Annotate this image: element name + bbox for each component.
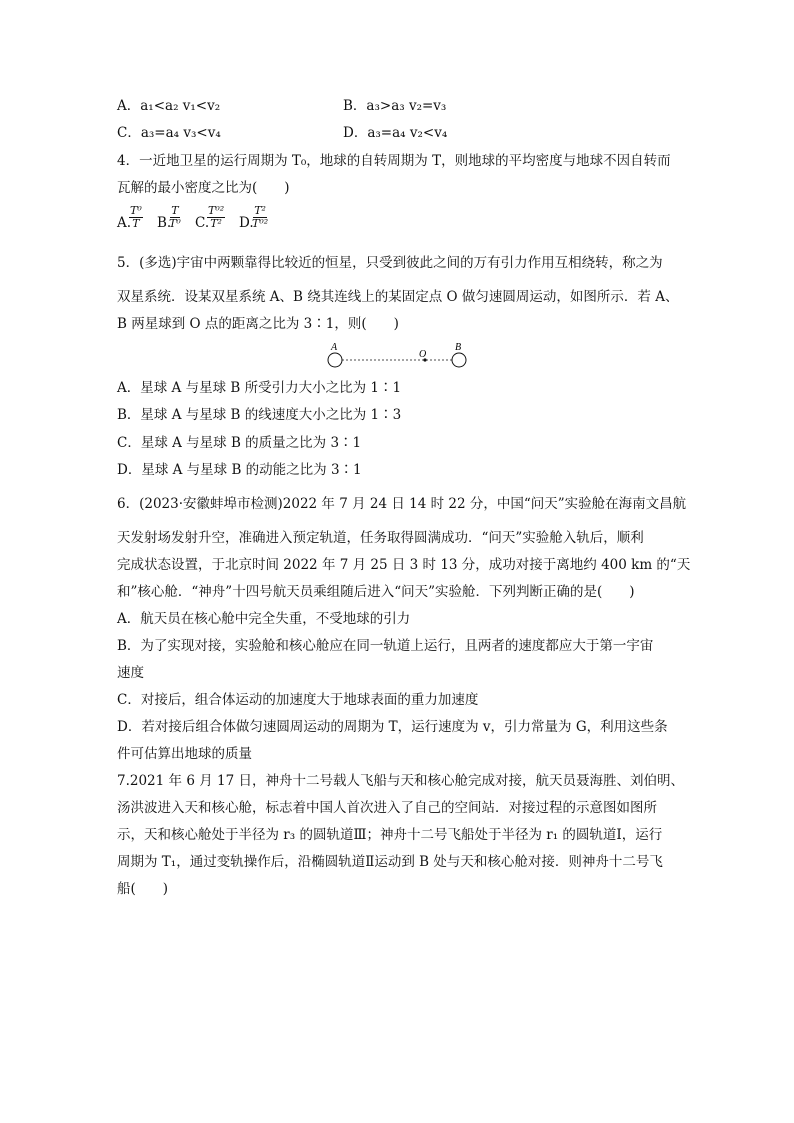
q6-option-c: C．对接后，组合体运动的加速度大于地球表面的重力加速度: [117, 692, 479, 708]
q6-option-d-line1: D．若对接后组合体做匀速圆周运动的周期为 T，运行速度为 v，引力常量为 G，利用这些条: [117, 719, 668, 735]
q4-option-d-denominator: T⁰²: [252, 217, 269, 230]
q4-option-a-denominator: T: [132, 217, 140, 230]
q5-option-c: C．星球 A 与星球 B 的质量之比为 3∶1: [117, 435, 362, 451]
q4-option-b-denominator: T⁰: [169, 217, 181, 230]
q4-stem-line2: 瓦解的最小密度之比为( ): [117, 180, 290, 196]
q7-stem-line3: 示，天和核心舱处于半径为 r₃ 的圆轨道Ⅲ；神舟十二号飞船处于半径为 r₁ 的圆轨道Ⅰ，运行: [117, 827, 663, 843]
q4-stem-line1: 4．一近地卫星的运行周期为 T₀，地球的自转周期为 T，则地球的平均密度与地球不因自转而: [117, 153, 671, 169]
q4-option-b-numerator: T: [171, 204, 179, 217]
q4-option-d-label: D.: [239, 215, 254, 231]
q5-stem-line3: B 两星球到 O 点的距离之比为 3∶1，则( ): [117, 316, 399, 332]
q4-option-b-fraction: [169, 205, 181, 230]
q7-stem-line1: 7.2021 年 6 月 17 日，神舟十二号载人飞船与天和核心舱完成对接，航天员聂海胜、刘伯明、: [117, 773, 684, 789]
q4-option-d-fraction: [252, 205, 268, 230]
q6-option-a: A．航天员在核心舱中完全失重，不受地球的引力: [117, 611, 411, 627]
q4-option-c-label: C.: [195, 215, 210, 231]
q4-option-c-denominator: T²: [210, 217, 222, 230]
q6-stem-line1: 6．(2023·安徽蚌埠市检测)2022 年 7 月 24 日 14 时 22 分，中国“问天”实验舱在海南文昌航: [117, 496, 687, 512]
q5-stem-line1: 5．(多选)宇宙中两颗靠得比较近的恒星，只受到彼此之间的万有引力作用互相绕转，称之为: [117, 255, 663, 271]
q3-option-d: D．a₃=a₄ v₂<v₄: [343, 125, 448, 141]
q5-stem-line2: 双星系统．设某双星系统 A、B 绕其连线上的某固定点 O 做匀速圆周运动，如图所示．若 A、: [117, 289, 679, 305]
q6-option-b-line1: B．为了实现对接，实验舱和核心舱应在同一轨道上运行，且两者的速度都应大于第一宇宙: [117, 638, 654, 654]
label-b: B: [455, 342, 462, 353]
q3-option-a: A．a₁<a₂ v₁<v₂: [117, 98, 221, 114]
q6-stem-line4: 和”核心舱．“神舟”十四号航天员乘组随后进入“问天”实验舱．下列判断正确的是( ): [117, 584, 635, 600]
q4-option-a-fraction: [129, 205, 143, 230]
q4-option-d-numerator: T²: [254, 204, 266, 217]
star-b-circle: [452, 353, 466, 367]
q4-option-a-numerator: T⁰: [130, 204, 142, 217]
q6-option-b-line2: 速度: [117, 665, 144, 681]
binary-star-figure: [325, 342, 475, 370]
q6-stem-line3: 完成状态设置，于北京时间 2022 年 7 月 25 日 3 时 13 分，成功对接于离地约 400 km 的“天: [117, 557, 691, 573]
q5-option-a: A．星球 A 与星球 B 所受引力大小之比为 1∶1: [117, 380, 402, 396]
q6-stem-line2: 天发射场发射升空，准确进入预定轨道，任务取得圆满成功．“问天”实验舱入轨后，顺利: [117, 530, 644, 546]
q3-option-c: C．a₃=a₄ v₃<v₄: [117, 125, 221, 141]
label-o: O: [419, 349, 427, 360]
q4-option-a-label: A.: [117, 215, 132, 231]
q4-option-c-fraction: [207, 205, 225, 230]
q7-stem-line5: 船( ): [117, 881, 169, 897]
star-a-circle: [328, 353, 342, 367]
binary-star-diagram: [325, 342, 475, 374]
q6-option-d-line2: 件可估算出地球的质量: [117, 746, 252, 762]
q3-option-b: B．a₃>a₃ v₂=v₃: [343, 98, 447, 114]
q5-option-d: D．星球 A 与星球 B 的动能之比为 3∶1: [117, 462, 362, 478]
q7-stem-line4: 周期为 T₁，通过变轨操作后，沿椭圆轨道Ⅱ运动到 B 处与天和核心舱对接．则神舟十二号飞: [117, 854, 663, 870]
label-a: A: [331, 342, 338, 353]
q4-option-c-numerator: T⁰²: [208, 204, 225, 217]
q7-stem-line2: 汤洪波进入天和核心舱，标志着中国人首次进入了自己的空间站．对接过程的示意图如图所: [117, 800, 657, 816]
q5-option-b: B．星球 A 与星球 B 的线速度大小之比为 1∶3: [117, 407, 402, 423]
q4-option-b-label: B.: [157, 215, 172, 231]
